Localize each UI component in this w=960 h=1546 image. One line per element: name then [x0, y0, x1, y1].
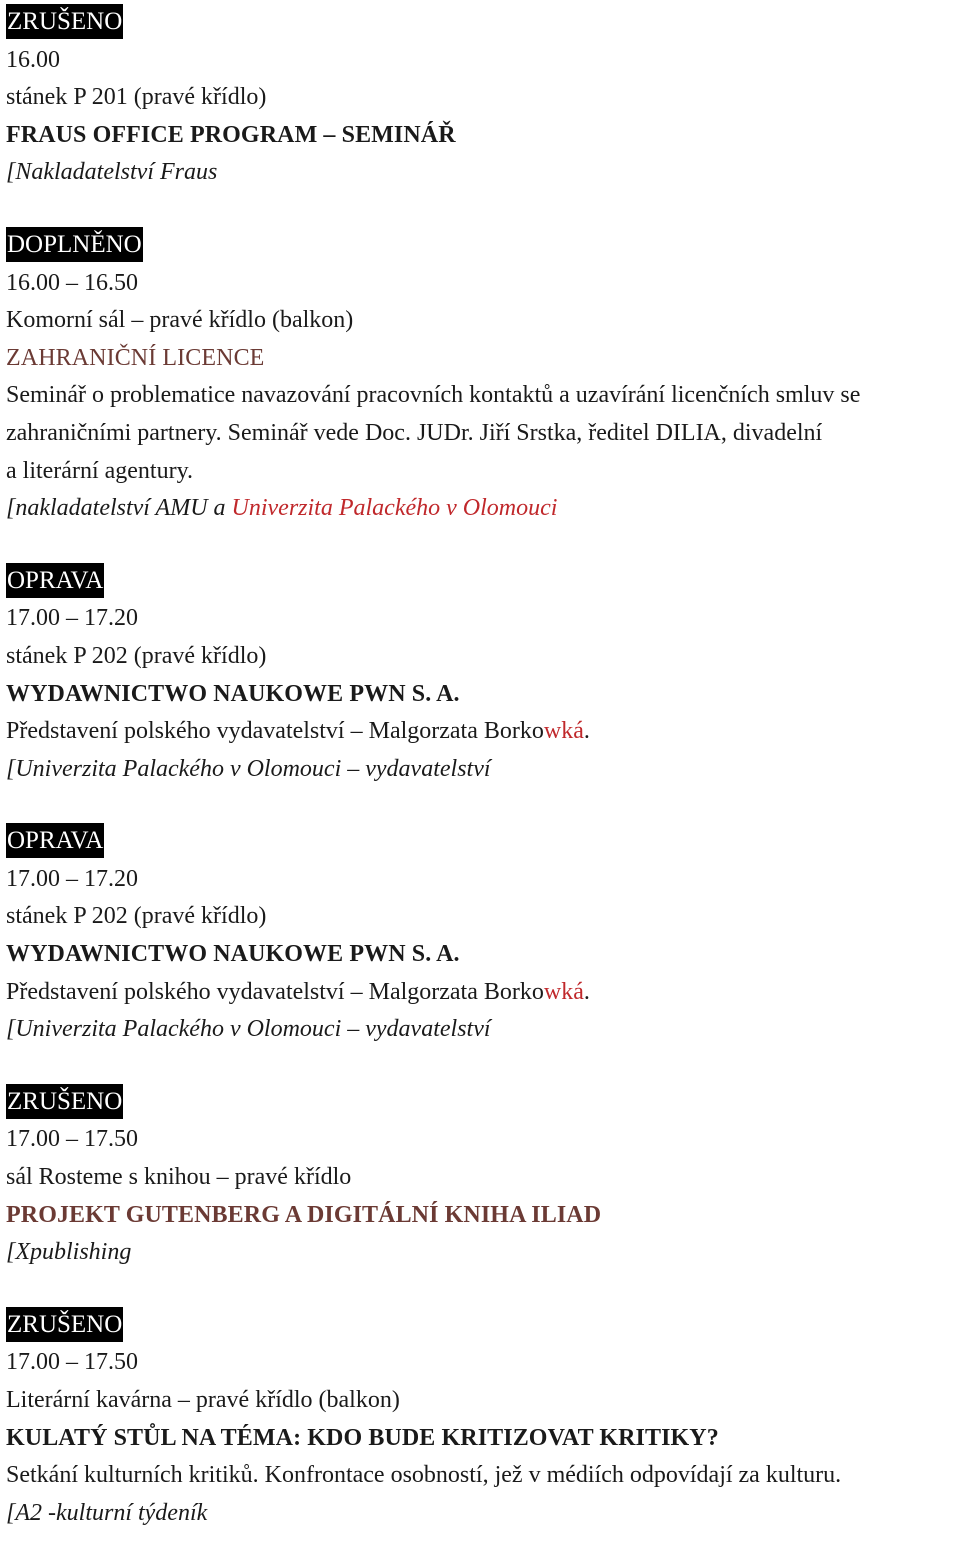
program-entry	[6, 4, 960, 192]
event-title: FRAUS OFFICE PROGRAM – SEMINÁŘ	[6, 121, 456, 148]
status-badge: ZRUŠENO	[6, 1307, 123, 1342]
program-entry	[6, 1307, 960, 1533]
event-time: 17.00 – 17.20	[6, 865, 138, 892]
event-publisher: [A2 -kulturní týdeník	[6, 1499, 208, 1526]
event-place: stánek P 201 (pravé křídlo)	[6, 84, 267, 111]
program-entry	[6, 227, 960, 528]
description-text: Představení polského vydavatelství – Malgorzata Borko	[6, 978, 544, 1005]
publisher-link: Univerzita Palackého v Olomouci	[231, 495, 558, 522]
event-time: 17.00 – 17.50	[6, 1349, 138, 1376]
event-title: WYDAWNICTWO NAUKOWE PWN S. A.	[6, 680, 460, 707]
event-place: Komorní sál – pravé křídlo (balkon)	[6, 307, 354, 334]
event-publisher: [Univerzita Palackého v Olomouci – vydavatelství	[6, 1016, 491, 1043]
program-entry	[6, 823, 960, 1049]
event-publisher: [Univerzita Palackého v Olomouci – vydavatelství	[6, 755, 491, 782]
event-time: 17.00 – 17.50	[6, 1126, 138, 1153]
status-badge: ZRUŠENO	[6, 4, 123, 39]
event-title: WYDAWNICTWO NAUKOWE PWN S. A.	[6, 941, 460, 968]
program-entry	[6, 1084, 960, 1272]
event-title: PROJEKT GUTENBERG A DIGITÁLNÍ KNIHA ILIAD	[6, 1201, 602, 1228]
status-badge: OPRAVA	[6, 563, 104, 598]
event-publisher	[6, 490, 960, 528]
event-publisher: [Xpublishing	[6, 1239, 132, 1266]
event-title: ZAHRANIČNÍ LICENCE	[6, 344, 265, 371]
status-badge: DOPLNĚNO	[6, 227, 143, 262]
event-time: 17.00 – 17.20	[6, 605, 138, 632]
description-highlight: wká	[543, 978, 584, 1005]
event-title: KULATÝ STŮL NA TÉMA: KDO BUDE KRITIZOVAT KRITIKY?	[6, 1424, 719, 1451]
program-entry	[6, 563, 960, 789]
event-place: sál Rosteme s knihou – pravé křídlo	[6, 1164, 352, 1191]
status-badge: OPRAVA	[6, 823, 104, 858]
event-description	[6, 974, 960, 1012]
description-end: .	[583, 978, 590, 1005]
description-highlight: wká	[543, 718, 584, 745]
event-place: stánek P 202 (pravé křídlo)	[6, 642, 267, 669]
event-description-line: zahraničními partnery. Seminář vede Doc. JUDr. Jiří Srstka, ředitel DILIA, divadelní	[6, 419, 823, 446]
event-publisher: [Nakladatelství Fraus	[6, 159, 218, 186]
event-place: stánek P 202 (pravé křídlo)	[6, 903, 267, 930]
event-description	[6, 713, 960, 751]
description-end: .	[583, 718, 590, 745]
description-text: Představení polského vydavatelství – Malgorzata Borko	[6, 718, 544, 745]
publisher-name: [nakladatelství AMU a	[6, 495, 232, 522]
event-description-line: Seminář o problematice navazování pracovních kontaktů a uzavírání licenčních smluv se	[6, 382, 861, 409]
event-place: Literární kavárna – pravé křídlo (balkon)	[6, 1387, 400, 1413]
event-time: 16.00	[6, 46, 60, 73]
event-description: Setkání kulturních kritiků. Konfrontace osobností, jež v médiích odpovídají za kulturu.	[6, 1462, 842, 1489]
event-time: 16.00 – 16.50	[6, 269, 138, 296]
status-badge: ZRUŠENO	[6, 1084, 123, 1119]
event-description-line: a literární agentury.	[6, 457, 194, 484]
